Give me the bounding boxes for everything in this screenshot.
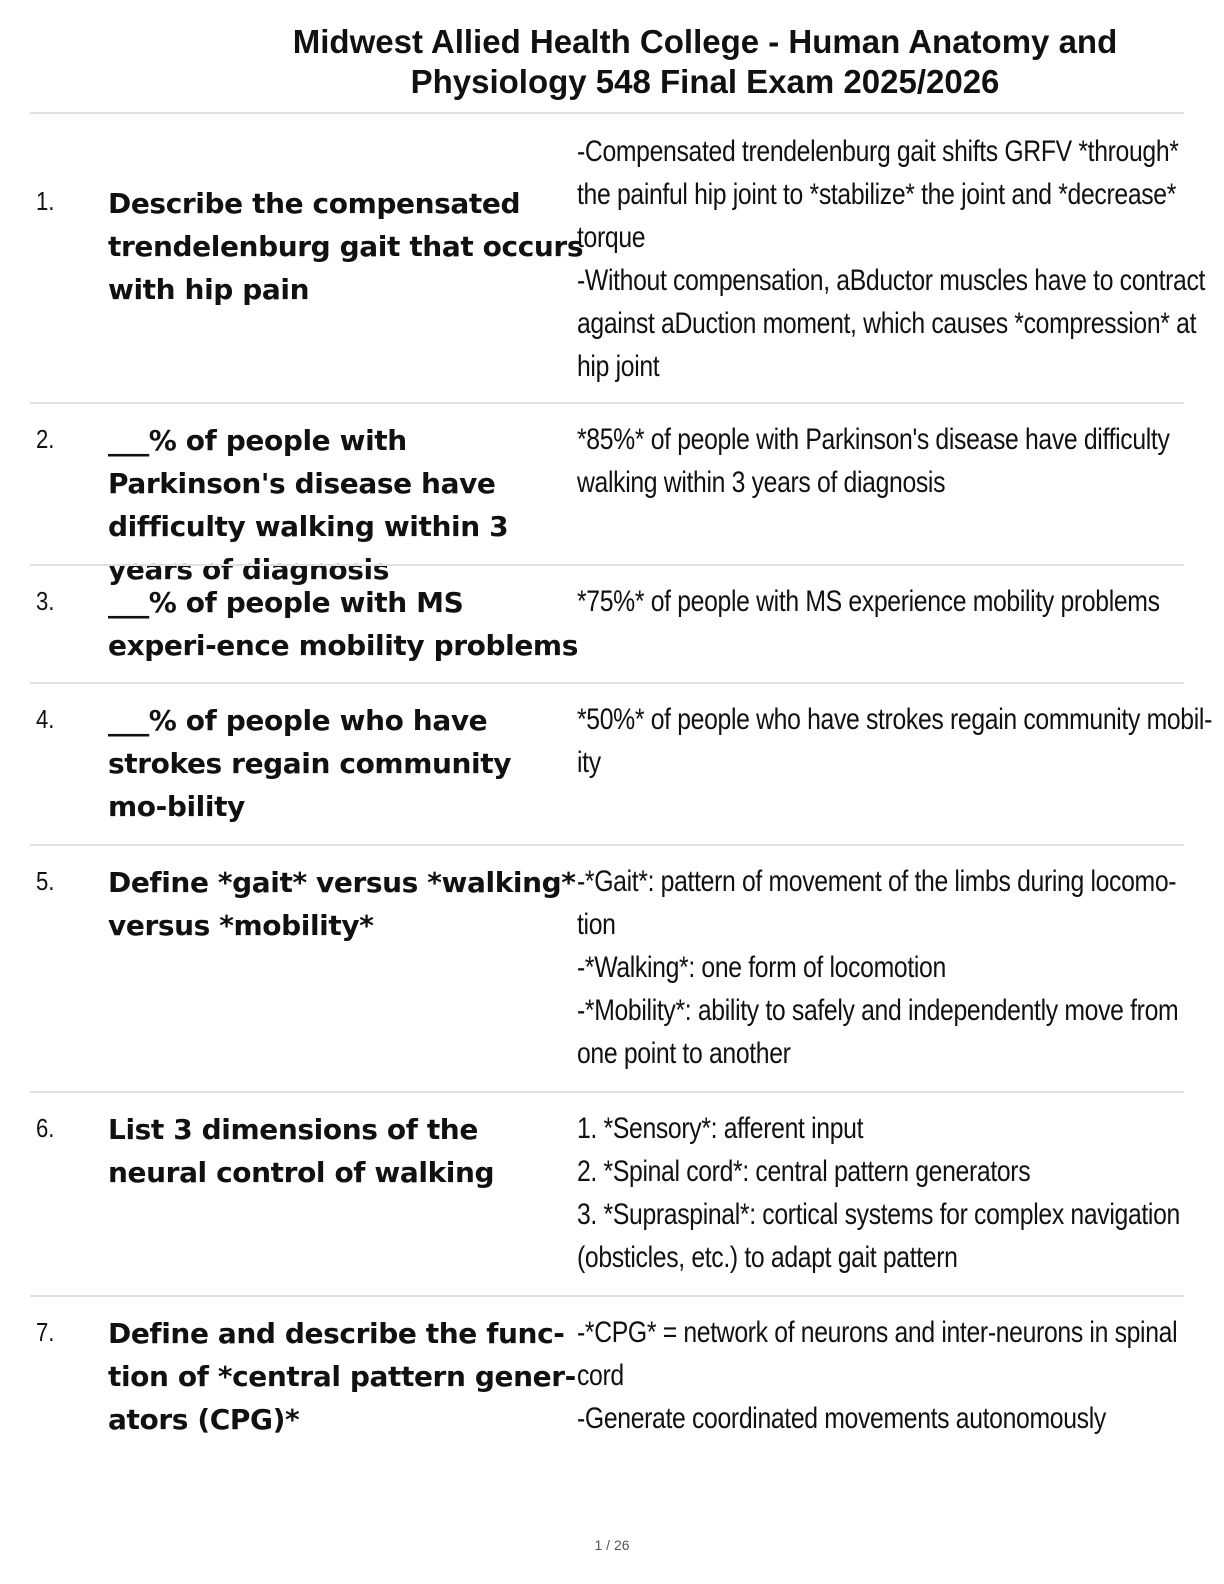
flashcard-4	[30, 682, 1212, 846]
card-term: Define *gait* versus *walking* versus *mobility*	[108, 866, 576, 942]
card-number: 3.	[36, 586, 55, 616]
flashcard-2	[30, 402, 1184, 586]
card-definition	[577, 580, 1160, 623]
card-number: 5.	[36, 866, 55, 896]
definition-line: *50%* of people who have strokes regain community mobil-	[577, 703, 1212, 736]
flashcard-5	[30, 844, 1184, 1093]
card-definition	[577, 130, 1206, 388]
card-definition	[577, 698, 1212, 784]
definition-line: ity	[577, 746, 601, 779]
definition-line: 2. *Spinal cord*: central pattern generators	[577, 1155, 1031, 1188]
page-number: 1 / 26	[594, 1537, 630, 1553]
card-definition	[577, 860, 1179, 1075]
definition-line: -Compensated trendelenburg gait shifts GRFV *through*	[577, 135, 1179, 168]
definition-line: walking within 3 years of diagnosis	[577, 466, 946, 499]
flashcard-3	[30, 564, 1184, 684]
card-number: 7.	[36, 1317, 55, 1347]
flashcard-1	[30, 112, 1206, 404]
definition-line: cord	[577, 1359, 624, 1392]
card-term: ___% of people with Parkinson's disease have difficulty walking within 3 years of diagnosis	[108, 424, 509, 586]
definition-line: -Generate coordinated movements autonomously	[577, 1402, 1106, 1435]
definition-line: torque	[577, 221, 646, 254]
card-term: ___% of people with MS experi-ence mobility problems	[108, 586, 578, 662]
definition-line: against aDuction moment, which causes *compression* at	[577, 307, 1197, 340]
card-term: Define and describe the func-tion of *central pattern gener-ators (CPG)*	[108, 1317, 576, 1436]
card-number: 2.	[36, 424, 55, 454]
title-line-2: Physiology 548 Final Exam 2025/2026	[410, 63, 1000, 100]
definition-line: -*Walking*: one form of locomotion	[577, 951, 946, 984]
definition-line: the painful hip joint to *stabilize* the joint and *decrease*	[577, 178, 1177, 211]
card-definition	[577, 418, 1170, 504]
definition-line: 3. *Supraspinal*: cortical systems for complex navigation	[577, 1198, 1180, 1231]
card-number: 4.	[36, 704, 55, 734]
definition-line: one point to another	[577, 1037, 791, 1070]
definition-line: -Without compensation, aBductor muscles have to contract	[577, 264, 1206, 297]
definition-line: (obsticles, etc.) to adapt gait pattern	[577, 1241, 958, 1274]
title-line-1: Midwest Allied Health College - Human Anatomy and	[292, 23, 1118, 60]
card-definition	[577, 1311, 1178, 1440]
card-term: ___% of people who have strokes regain community mo-bility	[108, 704, 512, 823]
definition-line: tion	[577, 908, 616, 941]
definition-line: 1. *Sensory*: afferent input	[577, 1112, 864, 1145]
card-term: Describe the compensated trendelenburg gait that occurs with hip pain	[108, 187, 584, 306]
definition-line: *85%* of people with Parkinson's disease have difficulty	[577, 423, 1170, 456]
page-title	[200, 22, 1210, 102]
definition-line: -*Gait*: pattern of movement of the limbs during locomo-	[577, 865, 1177, 898]
card-number: 6.	[36, 1113, 55, 1143]
definition-line: *75%* of people with MS experience mobility problems	[577, 585, 1160, 618]
definition-line: -*CPG* = network of neurons and inter-neurons in spinal	[577, 1316, 1178, 1349]
card-definition	[577, 1107, 1180, 1279]
flashcard-7	[30, 1295, 1184, 1467]
definition-line: hip joint	[577, 350, 660, 383]
card-term: List 3 dimensions of the neural control of walking	[108, 1113, 495, 1189]
card-number: 1.	[36, 186, 55, 216]
definition-line: -*Mobility*: ability to safely and independently move from	[577, 994, 1179, 1027]
flashcard-6	[30, 1091, 1184, 1297]
